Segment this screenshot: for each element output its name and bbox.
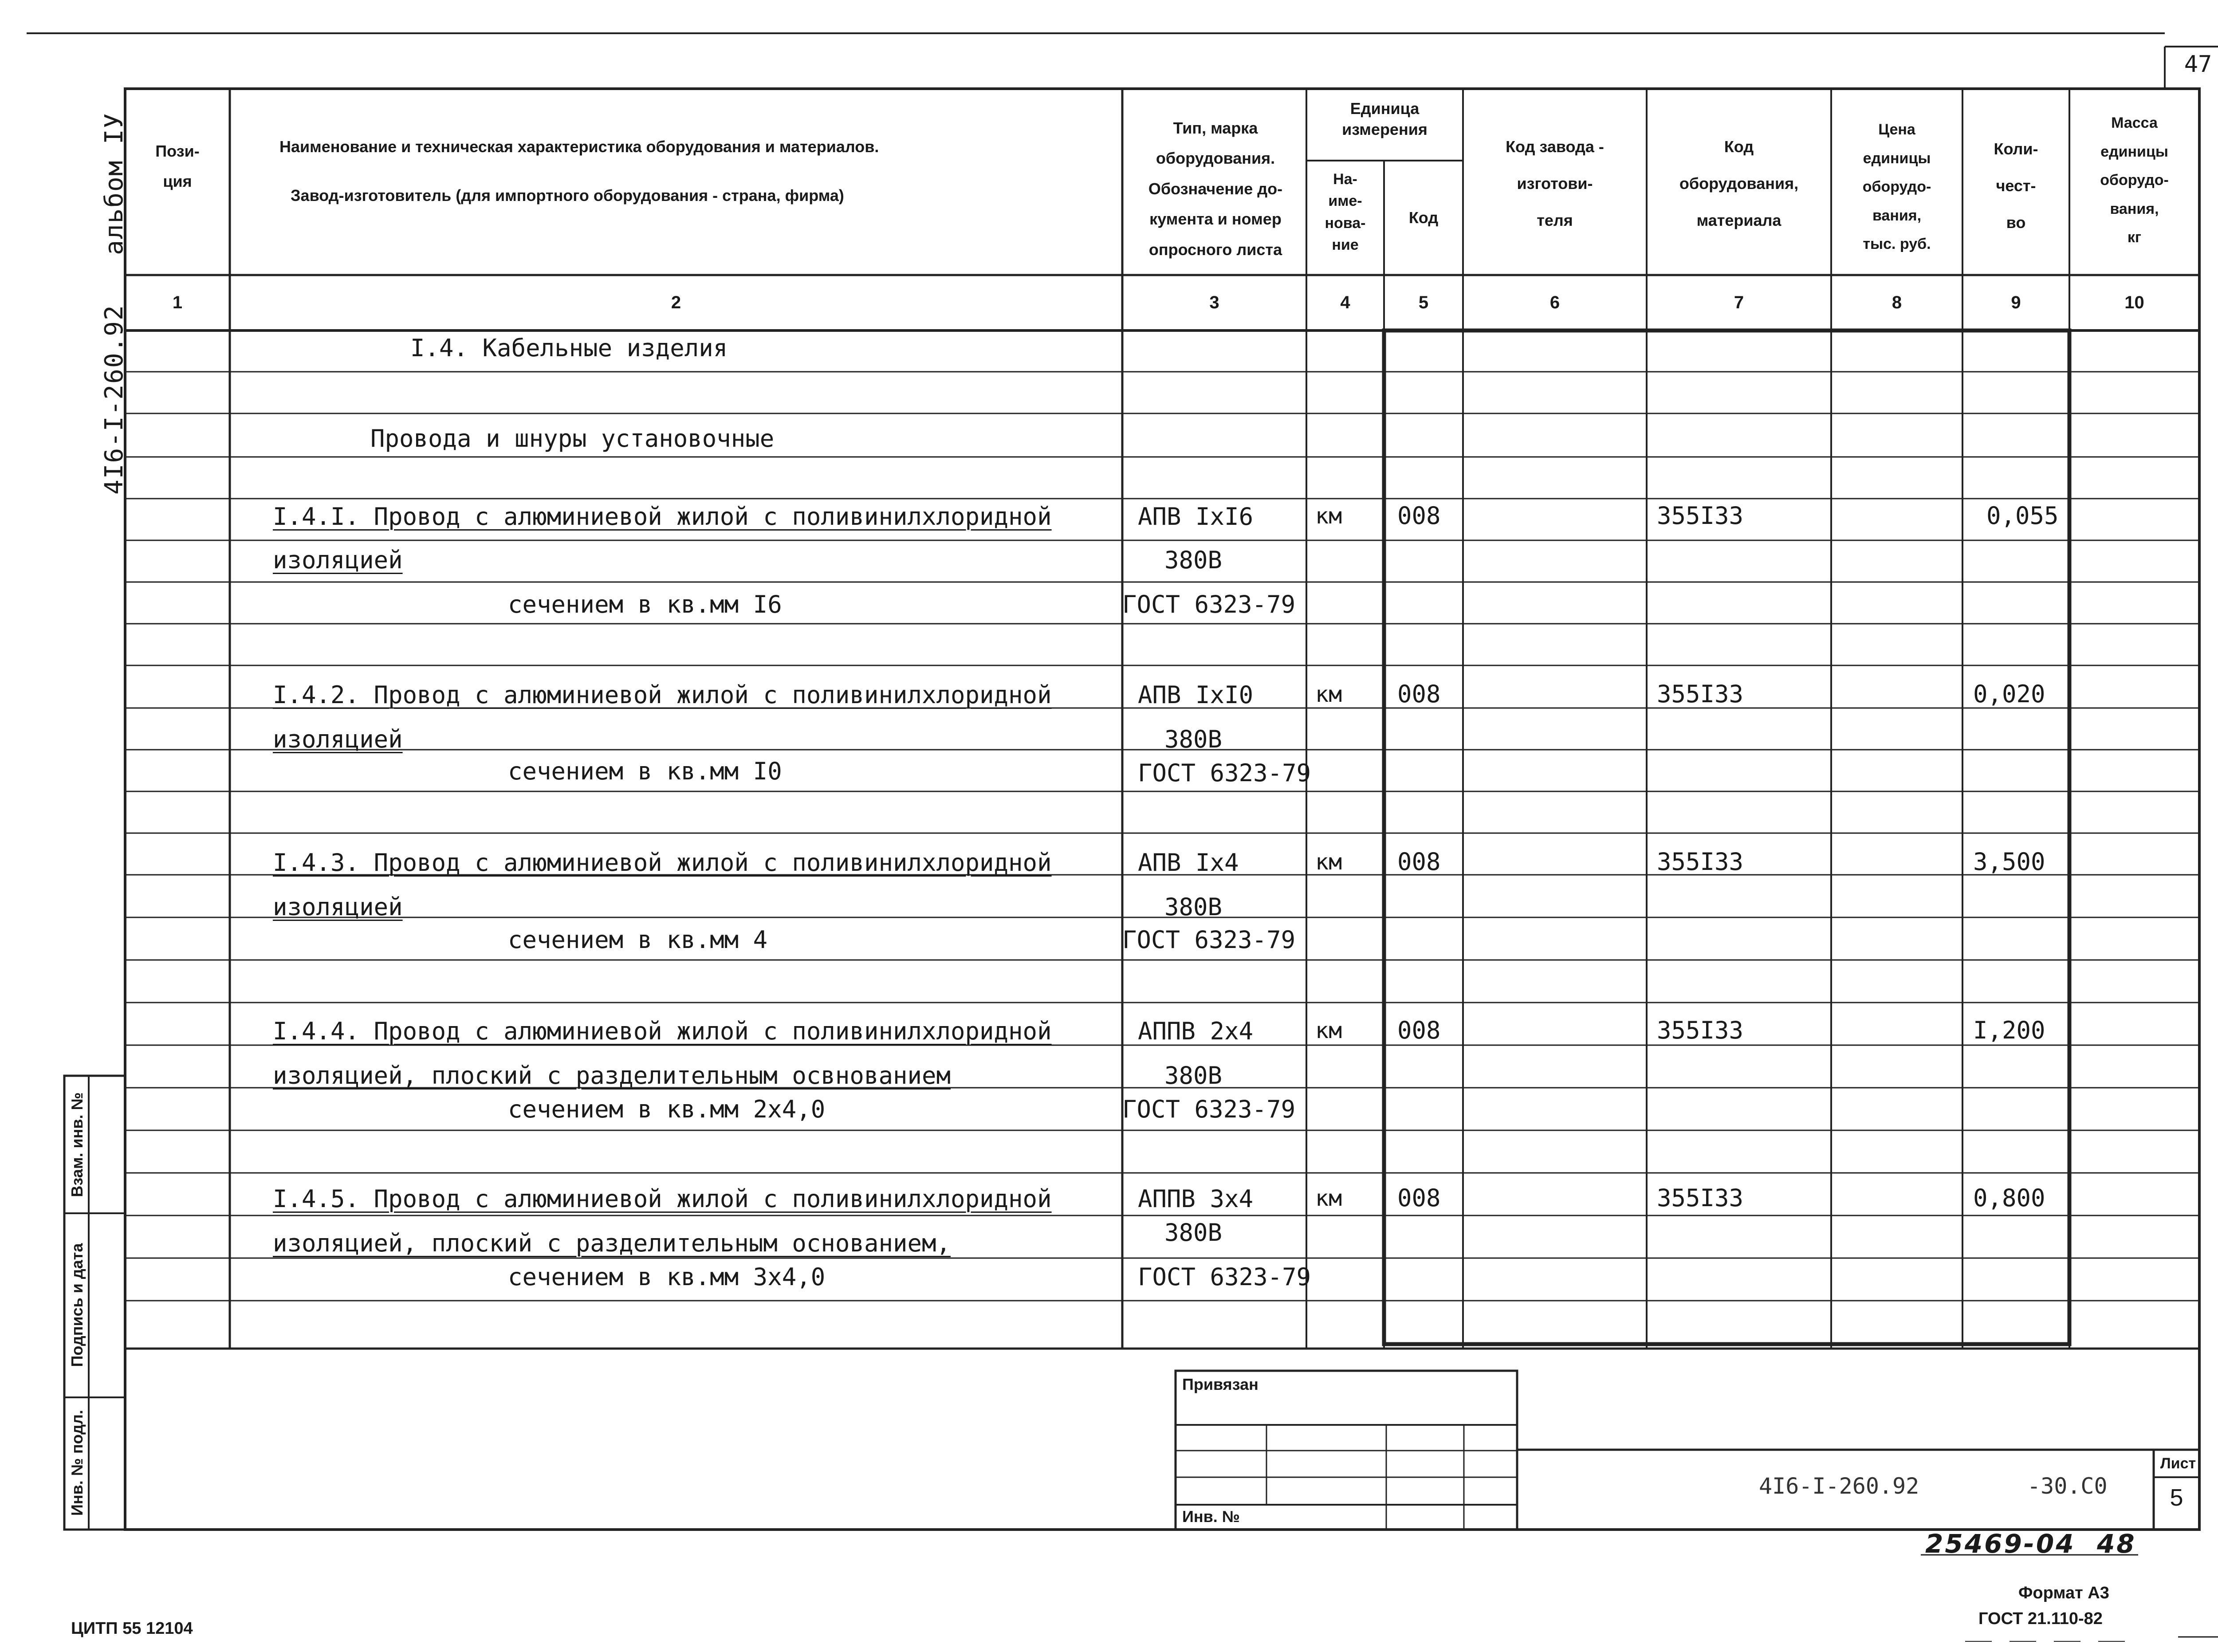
col-number-9: 9: [2011, 293, 2021, 312]
item-voltage: 380В: [1164, 1062, 1223, 1090]
header-name-line1: Наименование и техническая характеристика оборудования и материалов.: [279, 138, 879, 156]
item-material-code: 355I33: [1657, 502, 1744, 530]
handwritten-number: 25469-04 48: [1925, 1529, 2136, 1559]
stamp-podpis-data: Подпись и дата: [68, 1243, 86, 1367]
inv-no-label: Инв. №: [1182, 1507, 1240, 1526]
col-number-2: 2: [671, 293, 681, 312]
section-title: I.4. Кабельные изделия: [410, 334, 728, 362]
col-number-6: 6: [1549, 293, 1560, 312]
header-position: Пози- ция: [155, 142, 200, 190]
item-standard: ГОСТ 6323-79: [1138, 1263, 1311, 1291]
col-number-4: 4: [1340, 293, 1350, 312]
item-standard: ГОСТ 6323-79: [1138, 759, 1311, 787]
doc-suffix: -30.С0: [2027, 1473, 2108, 1499]
item-type: АПВ Iх4: [1138, 849, 1239, 877]
stamp-vzam-inv: Взам. инв. №: [68, 1092, 86, 1197]
gost-label: ГОСТ 21.110-82: [1978, 1609, 2103, 1628]
item-section: сечением в кв.мм 2х4,0: [508, 1095, 826, 1123]
item-unit: км: [1315, 849, 1342, 875]
item-type: АПВ IxI0: [1138, 681, 1254, 709]
item-material-code: 355I33: [1657, 680, 1744, 708]
item-voltage: 380В: [1164, 546, 1223, 574]
section-subtitle: Провода и шнуры установочные: [370, 425, 775, 452]
citp-label: ЦИТП 55 12104: [71, 1619, 193, 1638]
item-description: изоляцией: [273, 546, 403, 574]
sheet-number: 47: [2184, 51, 2212, 78]
col-number-1: 1: [172, 293, 183, 312]
privyazan-label: Привязан: [1182, 1375, 1258, 1393]
item-description: I.4.2. Провод с алюминиевой жилой с поливинилхлоридной: [273, 681, 1052, 709]
item-section: сечением в кв.мм 4: [508, 926, 768, 954]
header-type: Тип, марка оборудования. Обозначение до- кумента и номер опросного листа: [1148, 119, 1283, 259]
list-label: Лист: [2160, 1455, 2196, 1472]
item-code: 008: [1397, 680, 1441, 708]
item-description: изоляцией, плоский с разделительным основанием,: [273, 1229, 951, 1257]
album-word: альбом IУ: [100, 112, 129, 255]
album-code: [100, 113, 129, 495]
item-unit: км: [1315, 1018, 1342, 1043]
col-number-8: 8: [1892, 293, 1902, 312]
col-number-10: 10: [2124, 293, 2144, 312]
item-type: АПВ IxI6: [1138, 503, 1254, 531]
header-quantity: Коли- чест- во: [1994, 140, 2038, 232]
item-type: АППВ 3х4: [1138, 1185, 1254, 1213]
item-unit: км: [1315, 503, 1342, 529]
item-material-code: 355I33: [1657, 848, 1744, 876]
item-description: I.4.3. Провод с алюминиевой жилой с поливинилхлоридной: [273, 849, 1052, 877]
item-material-code: 355I33: [1657, 1016, 1744, 1044]
doc-code: 4I6-I-260.92: [1759, 1473, 1919, 1499]
item-section: сечением в кв.мм I0: [508, 757, 782, 785]
item-section: сечением в кв.мм I6: [508, 590, 782, 618]
header-mass: Масса единицы оборудо- вания, кг: [2100, 114, 2169, 246]
header-unit-group: Единица измерения: [1342, 99, 1428, 138]
item-section: сечением в кв.мм 3х4,0: [508, 1263, 826, 1291]
item-voltage: 380В: [1164, 893, 1223, 921]
item-quantity: 3,500: [1973, 848, 2045, 876]
item-voltage: 380В: [1164, 725, 1223, 753]
item-quantity: 0,800: [1973, 1184, 2045, 1212]
header-name-line2: Завод-изготовитель (для импортного оборудования - страна, фирма): [291, 186, 844, 205]
item-description: I.4.I. Провод с алюминиевой жилой с поливинилхлоридной: [273, 503, 1052, 531]
item-quantity: I,200: [1973, 1016, 2045, 1044]
item-standard: ГОСТ 6323-79: [1122, 1095, 1296, 1123]
header-factory-code: Код завода - изготови- теля: [1506, 138, 1604, 229]
item-unit: км: [1315, 681, 1342, 707]
item-standard: ГОСТ 6323-79: [1122, 926, 1296, 954]
col-number-7: 7: [1734, 293, 1744, 312]
col-number-3: 3: [1209, 293, 1219, 312]
header-unit-name: На- име- нова- ние: [1325, 171, 1366, 253]
stamp-inv-podl: Инв. № подл.: [68, 1410, 86, 1516]
header-unit-code: Код: [1408, 208, 1439, 227]
item-code: 008: [1397, 1016, 1441, 1044]
list-number: 5: [2170, 1484, 2183, 1511]
col-number-5: 5: [1418, 293, 1429, 312]
item-material-code: 355I33: [1657, 1184, 1744, 1212]
item-code: 008: [1397, 502, 1441, 530]
header-material-code: Код оборудования, материала: [1679, 138, 1799, 229]
album-code-text: 4I6-I-260.92: [100, 304, 129, 495]
header-price: Цена единицы оборудо- вания, тыс. руб.: [1862, 121, 1931, 253]
item-quantity: 0,055: [1986, 502, 2059, 530]
item-code: 008: [1397, 1184, 1441, 1212]
item-description: изоляцией, плоский с разделительным освнованием: [273, 1062, 951, 1090]
item-description: изоляцией: [273, 725, 403, 753]
item-description: I.4.5. Провод с алюминиевой жилой с поливинилхлоридной: [273, 1185, 1052, 1213]
item-standard: ГОСТ 6323-79: [1122, 590, 1296, 618]
item-type: АППВ 2х4: [1138, 1017, 1254, 1045]
item-voltage: 380В: [1164, 1219, 1223, 1247]
item-description: I.4.4. Провод с алюминиевой жилой с поливинилхлоридной: [273, 1017, 1052, 1045]
item-description: изоляцией: [273, 893, 403, 921]
item-code: 008: [1397, 848, 1441, 876]
item-quantity: 0,020: [1973, 680, 2045, 708]
item-unit: км: [1315, 1185, 1342, 1211]
format-label: Формат А3: [2018, 1584, 2109, 1602]
